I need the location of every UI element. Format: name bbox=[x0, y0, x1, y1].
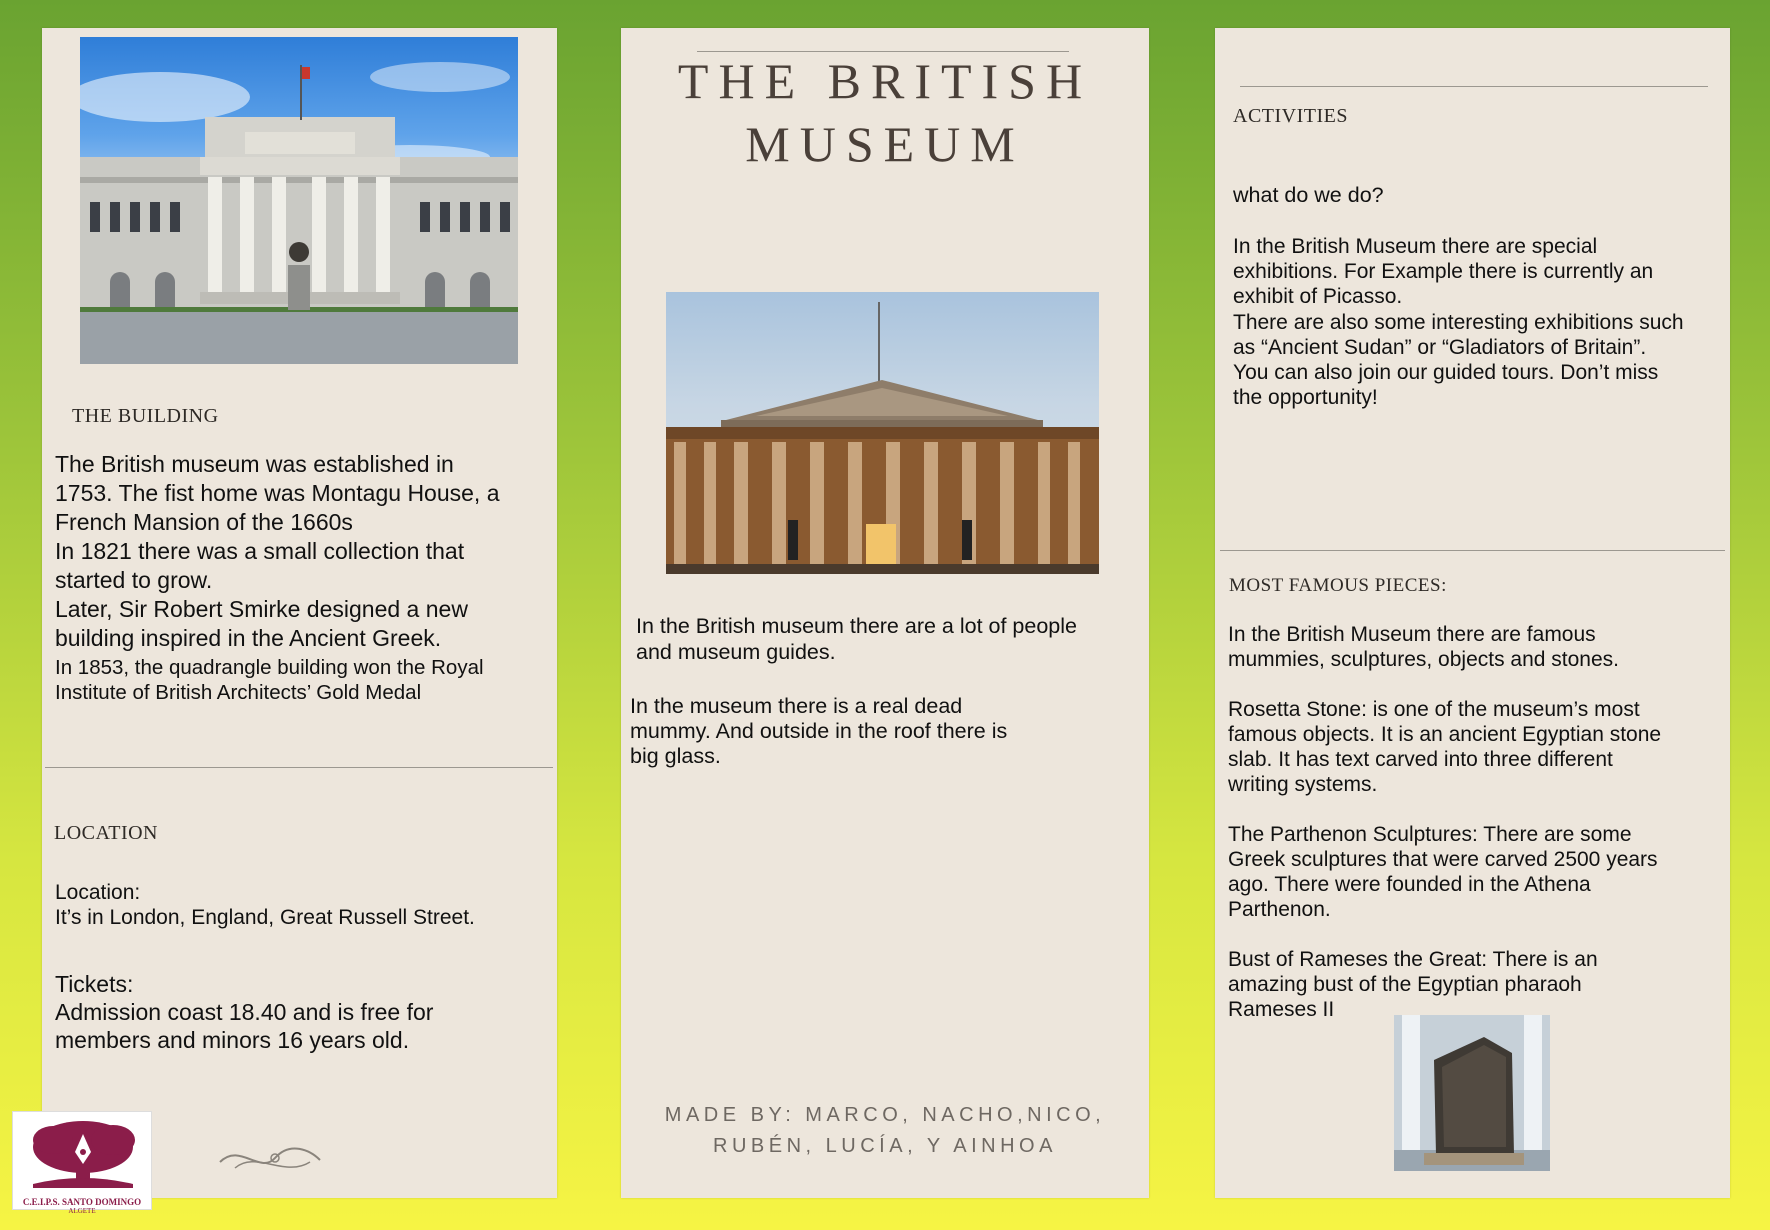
location-label: Location: bbox=[55, 881, 141, 904]
famous-intro-text: In the British Museum there are famous mummies, sculptures, objects and stones. bbox=[1228, 623, 1620, 671]
logo-school-name: C.E.I.P.S. SANTO DOMINGO bbox=[22, 1197, 142, 1207]
swirl-ornament-icon bbox=[215, 1140, 325, 1180]
tickets-label: Tickets: bbox=[55, 971, 134, 997]
museum-facade-drawing bbox=[666, 292, 1099, 574]
tree-pen-logo-icon bbox=[13, 1112, 153, 1192]
parthenon-text: The Parthenon Sculptures: There are some Greek sculptures that were carved 2500 years ago. There were founded in the Athena Parthenon. bbox=[1228, 823, 1658, 921]
credits-line1: MADE BY: MARCO, NACHO,NICO, bbox=[664, 1104, 1106, 1126]
logo-place: ALGETE bbox=[68, 1207, 96, 1215]
page-title-line1: THE BRITISH bbox=[677, 53, 1093, 109]
middle-paragraph-2: In the museum there is a real dead mummy. And outside in the roof there is big glass. bbox=[630, 694, 1008, 768]
left-divider bbox=[45, 767, 553, 768]
building-photo-drawing bbox=[80, 37, 518, 364]
building-award-text: In 1853, the quadrangle building won the Royal Institute of British Architects’ Gold Medal bbox=[55, 656, 484, 704]
location-heading: LOCATION bbox=[54, 822, 158, 844]
building-photo-left bbox=[80, 37, 518, 364]
rosetta-stone-text: Rosetta Stone: is one of the museum’s most famous objects. It is an ancient Egyptian stone slab. It has text carved into three different writing systems. bbox=[1228, 698, 1662, 796]
middle-paragraph-1: In the British museum there are a lot of people and museum guides. bbox=[636, 614, 1077, 664]
famous-pieces-heading: MOST FAMOUS PIECES: bbox=[1229, 575, 1447, 596]
right-divider bbox=[1220, 550, 1725, 551]
credits-line2: RUBÉN, LUCÍA, Y AINHOA bbox=[713, 1135, 1057, 1157]
activities-question: what do we do? bbox=[1233, 183, 1384, 207]
activities-text: In the British Museum there are special exhibitions. For Example there is currently an exhibit of Picasso. There are also some interesting exhibitions such as “Ancient Sudan” or “Gladiators of Britain”. You can also join our guided tours. Don’t miss the opportunity! bbox=[1233, 235, 1684, 410]
tickets-text: Admission coast 18.40 and is free for members and minors 16 years old. bbox=[55, 999, 434, 1053]
location-text: It’s in London, England, Great Russell Street. bbox=[55, 906, 475, 929]
activities-top-rule bbox=[1240, 86, 1708, 87]
rosetta-stone-photo bbox=[1394, 1015, 1550, 1171]
rosetta-stone-drawing bbox=[1394, 1015, 1550, 1171]
page-title-line2: MUSEUM bbox=[745, 116, 1025, 172]
building-heading: THE BUILDING bbox=[72, 405, 219, 427]
rameses-text: Bust of Rameses the Great: There is an amazing bust of the Egyptian pharaoh Rameses II bbox=[1228, 948, 1598, 1021]
activities-heading: ACTIVITIES bbox=[1233, 105, 1348, 127]
museum-facade-photo bbox=[666, 292, 1099, 574]
school-logo bbox=[12, 1111, 152, 1215]
building-text: The British museum was established in 1753. The fist home was Montagu House, a French Mansion of the 1660s In 1821 there was a small collection that started to grow. Later, Sir Robert Smirke designed a new building inspired in the Ancient Greek. bbox=[55, 451, 500, 651]
